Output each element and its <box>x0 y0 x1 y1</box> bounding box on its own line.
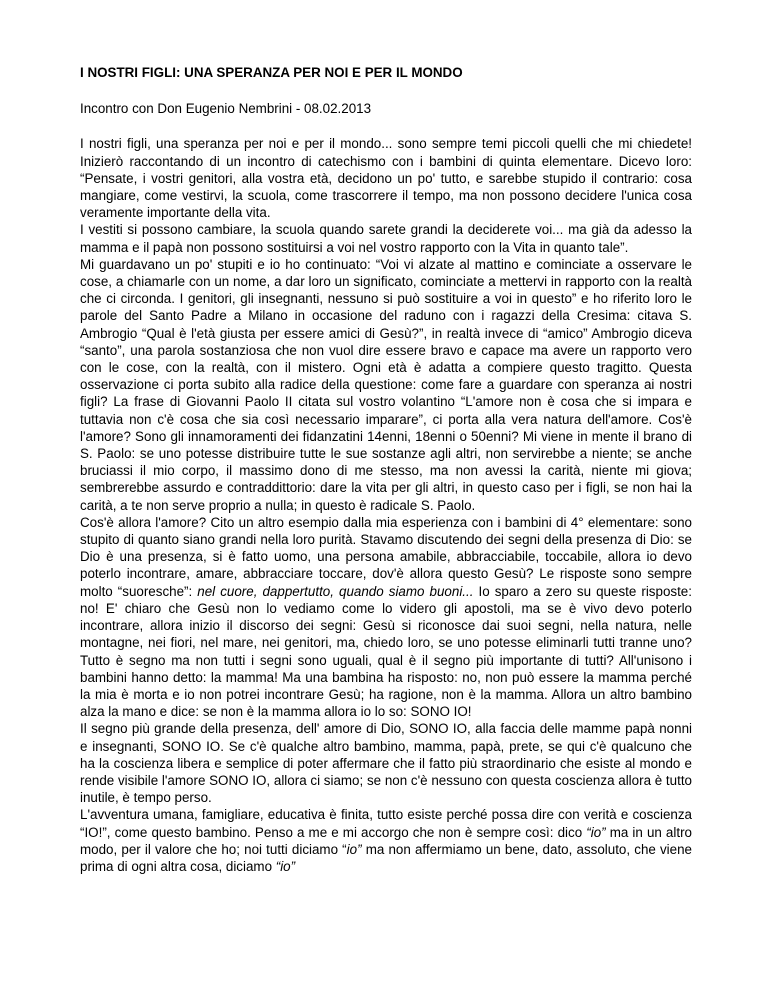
document-subtitle: Incontro con Don Eugenio Nembrini - 08.02.2013 <box>80 101 372 117</box>
paragraph-5: Il segno più grande della presenza, dell' amore di Dio, SONO IO, alla faccia delle mamme papà nonni e insegnanti, SONO IO. Se c'è qualche altro bambino, mamma, papà, prete, se qui c'è qualcuno che ha la coscienza libera e semplice di poter affermare che il fatto più straordinario che esiste al mondo e rende visibile l'amore SONO IO, allora ci siamo; se non c'è nessuno con questa coscienza allora è tutto inutile, è tempo perso. <box>80 721 692 806</box>
paragraph-4-emphasis: nel cuore, dappertutto, quando siamo buoni... <box>197 583 474 599</box>
document-page <box>80 64 692 875</box>
paragraph-6-emphasis-2: io” <box>346 841 362 857</box>
paragraph-4 <box>80 514 692 720</box>
paragraph-1: I nostri figli, una speranza per noi e per il mondo... sono sempre temi piccoli quelli che mi chiedete! Inizierò raccontando di un incontro di catechismo con i bambini di quinta elementare. Dicevo loro: “Pensate, i vostri genitori, alla vostra età, decidono un po' tutto, e sarebbe stupido il contrario: cosa mangiare, come vestirvi, la scuola, come trascorrere il tempo, ma non possono decidere l'unica cosa veramente importante della vita. <box>80 136 692 221</box>
paragraph-2: I vestiti si possono cambiare, la scuola quando sarete grandi la deciderete voi... ma già da adesso la mamma e il papà non possono sostituirsi a voi nel vostro rapporto con la Vita in quanto tale”. <box>80 222 692 255</box>
paragraph-6-emphasis-3: “io” <box>275 858 296 874</box>
document-title: I NOSTRI FIGLI: UNA SPERANZA PER NOI E PER IL MONDO <box>80 65 463 80</box>
document-body <box>80 135 692 875</box>
paragraph-6 <box>80 806 692 875</box>
paragraph-6-text-b: ma in un altro modo, per il valore che ho; noi tutti diciamo “ <box>80 824 692 857</box>
paragraph-4-text-b: Io sparo a zero su queste risposte: no! E' chiaro che Gesù non lo vediamo come lo videro gli apostoli, ma se è vivo devo poterlo incontrare, allora inizio il discorso dei segni: Gesù si riconosce dai suoi segni, nella natura, nelle montagne, nei fiori, nel mare, nei genitori, ma, chiedo loro, se uno potesse eliminarli tutti tranne uno? Tutto è segno ma non tutti i segni sono uguali, qual è il segno più importante di tutti? All'unisono i bambini hanno detto: la mamma! Ma una bambina ha risposto: no, non può essere la mamma perché la mia è morta e io non potrei incontrare Gesù; ha ragione, non è la mamma. Allora un altro bambino alza la mano e dice: se non è la mamma allora io lo so: SONO IO! <box>80 583 692 720</box>
paragraph-3: Mi guardavano un po' stupiti e io ho continuato: “Voi vi alzate al mattino e cominciate a osservare le cose, a chiamarle con un nome, a dar loro un significato, cominciate a mettervi in rapporto con la realtà che ci circonda. I genitori, gli insegnanti, nessuno si può sostituire a voi in questo” e ho riferito loro le parole del Santo Padre a Milano in occasione del raduno con i ragazzi della Cresima: citava S. Ambrogio “Qual è l'età giusta per essere amici di Gesù?”, in realtà invece di “amico” Ambrogio diceva “santo”, una parola sostanziosa che non vuol dire essere bravo e capace ma avere un rapporto vero con le cose, con la realtà, con il mistero. Ogni età è adatta a compiere questo tragitto. Questa osservazione ci porta subito alla radice della questione: come fare a guardare con speranza ai nostri figli? La frase di Giovanni Paolo II citata sul vostro volantino “L'amore non è cosa che si impara e tuttavia non c'è cosa che sia così necessario imparare”, ci porta alla vera natura dell'amore. Cos'è l'amore? Sono gli innamoramenti dei fidanzatini 14enni, 18enni o 50enni? Mi viene in mente il brano di S. Paolo: se uno potesse distribuire tutte le sue sostanze agli altri, non servirebbe a niente; se anche bruciassi il mio corpo, il massimo dono di me stesso, ma non avessi la carità, niente mi giova; sembrerebbe assurdo e contraddittorio: dare la vita per gli altri, in questo caso per i figli, se non hai la carità, a te non serve proprio a nulla; in questo è radicale S. Paolo. <box>80 256 692 513</box>
paragraph-6-text-a: L'avventura umana, famigliare, educativa è finita, tutto esiste perché possa dire con verità e coscienza “IO!”, come questo bambino. Penso a me e mi accorgo che non è sempre così: dico <box>80 807 692 840</box>
paragraph-6-emphasis-1: “io” <box>586 824 606 840</box>
paragraph-6-text-c: ma non affermiamo un bene, dato, assoluto, che viene prima di ogni altra cosa, diciamo <box>80 841 693 874</box>
paragraph-4-text-a: Cos'è allora l'amore? Cito un altro esempio dalla mia esperienza con i bambini di 4° elementare: sono stupito di quanto siano grandi nella loro purità. Stavamo discutendo dei segni della presenza di Dio: se Dio è una presenza, si è fatto uomo, una persona amabile, abbracciabile, toccabile, allora io devo poterlo incontrare, amare, abbracciare toccare, dov'è allora questo Gesù? Le risposte sono sempre molto “suoresche”: <box>80 514 692 599</box>
